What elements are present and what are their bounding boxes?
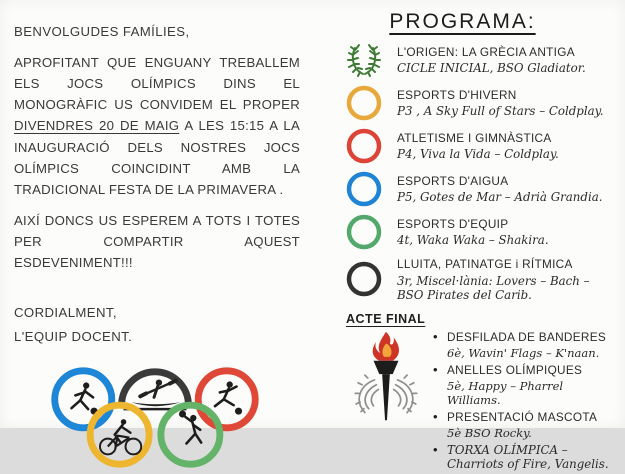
acte-final-item-title: • ANELLES OLÍMPIQUES — [447, 362, 583, 377]
acte-final-item — [432, 330, 617, 360]
program-item-subtitle: CICLE INICIAL, BSO Gladiator. — [397, 61, 586, 76]
football — [235, 408, 242, 415]
torch-cup — [374, 360, 399, 373]
letter-greeting: BENVOLGUDES FAMÍLIES, — [14, 24, 190, 39]
acte-final-item-title: • TORXA OLÍMPICA – Charriots of Fire, Vangelis. — [447, 442, 609, 471]
program-item-subtitle: 3r, Miscel·lània: Lovers – Bach – BSO Pirates del Carib. — [397, 273, 590, 302]
torch-handle — [382, 374, 390, 420]
letter-signoff: CORDIALMENT, — [14, 305, 117, 321]
program-item — [346, 171, 617, 207]
program-title: PROGRAMA: — [389, 10, 536, 33]
program-item — [346, 85, 617, 121]
olympic-ring-blue-icon — [346, 171, 382, 207]
acte-final-item-subtitle: 5è BSO Rocky. — [447, 425, 532, 440]
program-item-title: L'ORIGEN: LA GRÈCIA ANTIGA — [397, 44, 575, 59]
olympic-torch-illustration — [346, 330, 426, 426]
letter-signature: L'EQUIP DOCENT. — [14, 329, 133, 345]
acte-final-item-subtitle: 6è, Wavin' Flags – K'naan. — [447, 345, 600, 360]
olympic-ring-green-icon — [346, 214, 382, 250]
acte-final-list — [432, 330, 617, 474]
program-item-title: ESPORTS D'EQUIP — [397, 216, 509, 231]
laurel-wreath-icon — [346, 42, 382, 78]
acte-final-section — [346, 328, 617, 474]
acte-final-item-title: • DESFILADA DE BANDERES — [447, 329, 607, 344]
kayaker-ring — [122, 372, 189, 409]
letter-body — [14, 52, 300, 200]
letter-body-before: APROFITANT QUE ENGUANY TREBALLEM ELS JOCS OLÍMPICS DINS EL MONOGRÀFIC US CONVIDEM EL PROPER — [14, 55, 300, 113]
olympic-ring-yellow-icon — [346, 85, 382, 121]
basketball-ring — [55, 371, 112, 428]
program-item-subtitle: 4t, Waka Waka – Shakira. — [397, 233, 549, 248]
handball-ring — [161, 405, 220, 464]
handball-player — [185, 415, 201, 444]
letter-body-after: A LES 15:15 A LA INAUGURACIÓ DELS NOSTRES JOCS OLÍMPICS COINCIDINT AMB LA TRADICIONAL FESTA DE LA PRIMAVERA . — [14, 118, 301, 197]
olympic-ring-red-icon — [346, 128, 382, 164]
acte-final-item — [432, 410, 617, 440]
program-item-title: LLUITA, PATINATGE i RÍTMICA — [397, 257, 573, 271]
program-item — [346, 128, 617, 164]
cycling-ring — [90, 405, 149, 464]
olympic-ring-black-icon — [346, 261, 382, 297]
olympic-torch-svg — [346, 330, 426, 426]
acte-final-title: ACTE FINAL — [346, 311, 426, 326]
program-item-title: ESPORTS D'AIGUA — [397, 173, 509, 188]
invitation-letter — [0, 0, 312, 428]
olympic-rings-svg — [44, 360, 266, 474]
kayak-hull — [131, 403, 180, 407]
acte-final-item-title: • PRESENTACIÓ MASCOTA — [447, 409, 598, 424]
program-panel — [312, 0, 625, 471]
acte-final-item-subtitle: 5è, Happy – Pharrel Williams. — [447, 378, 564, 407]
letter-body-date-underlined: DIVENDRES 20 DE MAIG — [14, 118, 180, 134]
program-item — [346, 214, 617, 250]
handball — [179, 411, 186, 418]
basketball-player — [71, 383, 93, 410]
program-item-subtitle: P4, Viva la Vida – Coldplay. — [397, 147, 559, 162]
program-item — [346, 42, 617, 78]
cyclist — [100, 419, 141, 454]
program-item-title: ATLETISME I GIMNÀSTICA — [397, 130, 552, 145]
acte-final-item — [432, 363, 617, 407]
program-item-title: ESPORTS D'HIVERN — [397, 87, 517, 102]
letter-closing: AIXÍ DONCS US ESPEREM A TOTS I TOTES PER COMPARTIR AQUEST ESDEVENIMENT!!! — [14, 212, 300, 271]
acte-final-item — [432, 443, 617, 471]
program-item — [346, 257, 617, 302]
olympic-rings-illustration — [44, 360, 300, 474]
program-item-subtitle: P3 , A Sky Full of Stars – Coldplay. — [397, 104, 604, 119]
program-item-subtitle: P5, Gotes de Mar – Adrià Grandia. — [397, 190, 603, 205]
football-player — [215, 382, 237, 407]
football-ring — [198, 371, 255, 428]
